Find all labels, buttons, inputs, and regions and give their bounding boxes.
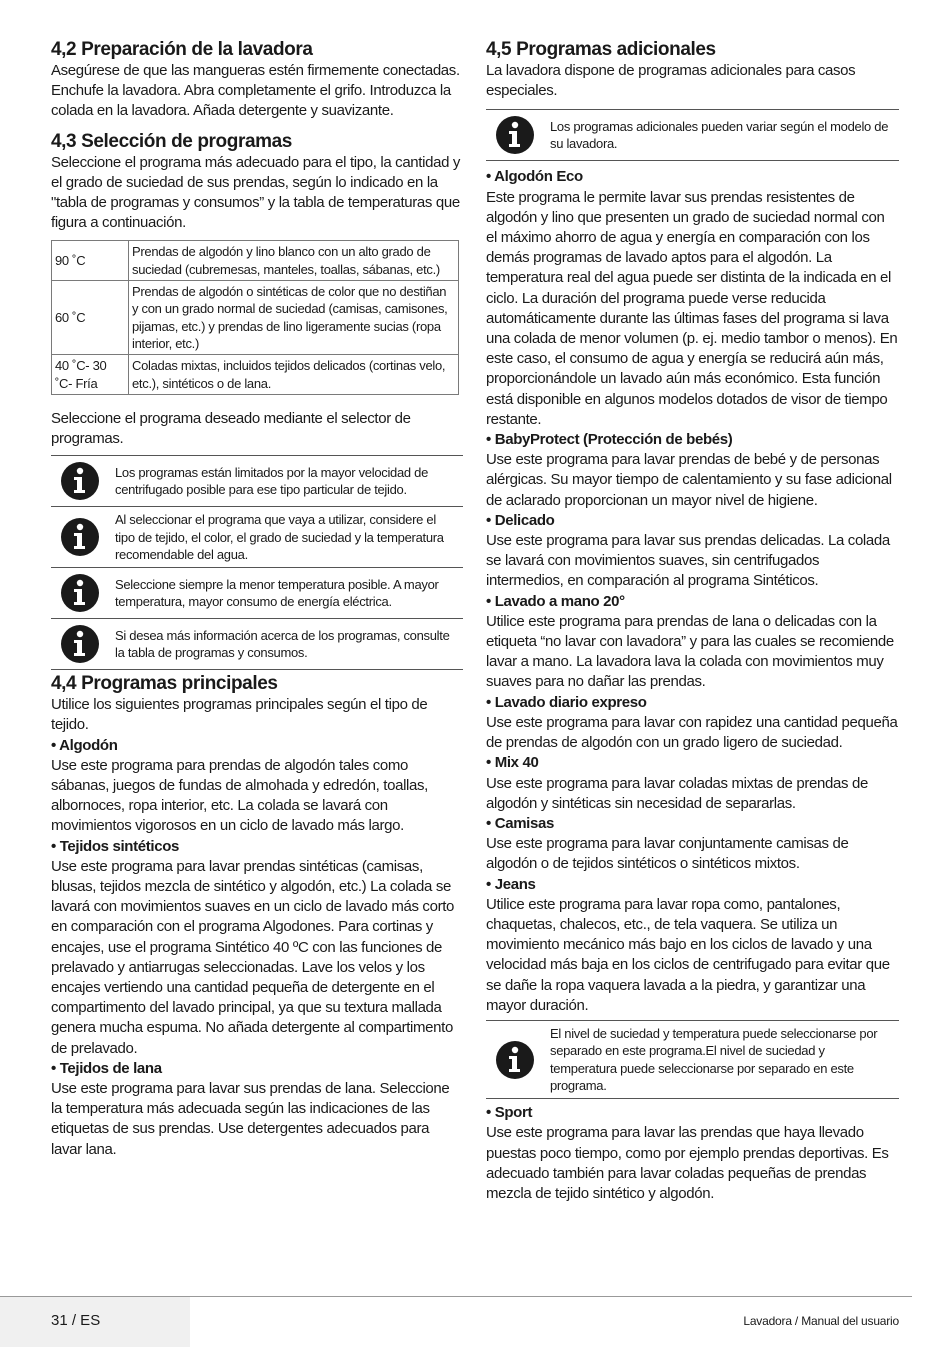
program-name: • Jeans — [486, 875, 536, 893]
seleccion-text: Seleccione el programa más adecuado para el tipo, la cantidad y el grado de suciedad de sus prendas, según lo indicado en la "tabla de programas y consumos” y la tabla de temperaturas que figura a continuación. — [51, 153, 461, 232]
description-cell: Coladas mixtas, incluidos tejidos delicados (cortinas velo, etc.), sintéticos o de lana. — [129, 355, 459, 395]
info-note — [51, 618, 463, 669]
description-cell: Prendas de algodón y lino blanco con un alto grado de suciedad (cubremesas, manteles, toallas, sábanas, etc.) — [129, 241, 459, 281]
info-icon — [59, 460, 101, 502]
program-text: Use este programa para lavar sus prendas de lana. Seleccione la temperatura más adecuada según las indicaciones de las etiquetas de sus prendas. Use detergentes adecuados para lavar lana. — [51, 1079, 450, 1158]
info-note — [51, 456, 463, 506]
program-text: Utilice este programa para lavar ropa como, pantalones, chaquetas, chalecos, etc., de tela vaquera. Se utiliza un movimiento mecánico más bajo en los ciclos de lavado y una velocidad más baja en los ciclos de centrifugado para evitar que se dañe la ropa vaquera lavada a la piedra, y garantizar una mayor duración. — [486, 895, 890, 1014]
program-name: • Camisas — [486, 814, 554, 832]
info-note — [51, 567, 463, 618]
program-name: • Lavado diario expreso — [486, 693, 647, 711]
section-title-preparacion: 4,2 Preparación de la lavadora — [51, 39, 313, 60]
info-note — [51, 506, 463, 567]
program-text: Este programa le permite lavar sus prendas resistentes de algodón y lino que presenten un grado de suciedad normal con el máximo ahorro de agua y energía en comparación con los demás programas de lavado aptos para el algodón. La temperatura real del agua puede ser distinta de la indicada en el ciclo. La duración del programa puede verse reducida automáticamente durante las últimas fases del programa si lava una colada de menor volumen (p. ej. medio tambor o menos). En este caso, el consumo de agua y energía se reducirá aún más, proporcionándole un lavado aún más económico. Esta función está disponible en algunos modelos dotados de visor de tiempo restante. — [486, 188, 898, 428]
section-title-seleccion: 4,3 Selección de programas — [51, 130, 292, 152]
left-column — [51, 38, 463, 1160]
info-note-text: Al seleccionar el programa que vaya a utilizar, considere el tipo de tejido, el color, el grado de suciedad y la temperatura recomendable del agua. — [115, 512, 444, 562]
table-row — [52, 241, 459, 281]
info-note — [486, 1020, 899, 1099]
info-note-text: Seleccione siempre la menor temperatura posible. A mayor temperatura, mayor consumo de energía eléctrica. — [115, 576, 439, 610]
adicionales-text: La lavadora dispone de programas adicionales para casos especiales. — [486, 62, 856, 100]
program-name: • Mix 40 — [486, 754, 539, 772]
program-name: • Sport — [486, 1104, 533, 1122]
info-notes-block — [51, 455, 463, 670]
right-column — [486, 38, 899, 1204]
program-name: • Lavado a mano 20° — [486, 592, 625, 610]
program-name: • Algodón Eco — [486, 168, 583, 186]
principales-text: Utilice los siguientes programas principales según el tipo de tejido. — [51, 696, 428, 734]
info-note-text: Los programas están limitados por la mayor velocidad de centrifugado posible para ese tipo particular de tejido. — [115, 464, 429, 498]
program-text: Utilice este programa para prendas de lana o delicadas con la etiqueta “no lavar con lavadora” y para las cuales se recomiende lavar a mano. La lavadora lava la colada con movimientos muy suaves para no dañar las prendas. — [486, 612, 894, 691]
program-text: Use este programa para lavar las prendas que haya llevado puestas poco tiempo, como por ejemplo prendas deportivas. Es adecuado también para lavar coladas pequeñas de prendas mezcla de tejido sintético y algodón. — [486, 1124, 889, 1202]
temperature-cell: 90 ˚C — [52, 241, 129, 281]
temperature-cell: 60 ˚C — [52, 281, 129, 355]
program-text: Use este programa para lavar prendas sintéticas (camisas, blusas, tejidos mezcla de sintético y algodón, etc.) La colada se lavará con movimientos suaves en un ciclo de lavado más corto en comparación con el programa Algodones. Para cortinas y encajes, use el programa Sintético 40 ºC con las funciones de prelavado y antiarrugas seleccionadas. Lave los velos y los encajes vertiendo una cantidad pequeña de detergente en el compartimento del lavado principal, ya que su textura mallada genera mucha espuma. No añada detergente al compartimento de prelavado. — [51, 857, 455, 1057]
program-text: Use este programa para lavar conjuntamente camisas de algodón o de tejidos sintéticos o sintéticos mixtos. — [486, 835, 849, 873]
info-note-text: Los programas adicionales pueden variar según el modelo de su lavadora. — [550, 119, 889, 152]
table-row — [52, 281, 459, 355]
preparacion-text: Asegúrese de que las mangueras estén firmemente conectadas. Enchufe la lavadora. Abra completamente el grifo. Introduzca la colada en la lavadora. Añada detergente y suavizante. — [51, 62, 460, 120]
program-name: • Delicado — [486, 511, 555, 529]
section-title-principales: 4,4 Programas principales — [51, 673, 278, 695]
program-text: Use este programa para lavar coladas mixtas de prendas de algodón y sintéticas sin necesidad de separarlas. — [486, 774, 868, 812]
info-icon — [59, 623, 101, 665]
section-title-adicionales: 4,5 Programas adicionales — [486, 39, 716, 60]
program-text: Use este programa para lavar prendas de bebé y de personas alérgicas. Su mayor tiempo de calentamiento y su fase adicional de aclarado proporcionan un mayor nivel de higiene. — [486, 451, 892, 509]
info-icon — [59, 516, 101, 558]
table-row — [52, 355, 459, 395]
manual-title: Lavadora / Manual del usuario — [743, 1314, 899, 1328]
program-name: • Algodón — [51, 736, 118, 754]
info-note-text: El nivel de suciedad y temperatura puede seleccionarse por separado en este programa.El nivel de suciedad y temperatura puede seleccionarse por separado en este programa. — [550, 1025, 878, 1093]
program-name: • Tejidos de lana — [51, 1059, 162, 1077]
select-program-text: Seleccione el programa deseado mediante el selector de programas. — [51, 409, 411, 447]
program-text: Use este programa para lavar con rapidez una cantidad pequeña de prendas de algodón con un grado ligero de suciedad. — [486, 713, 898, 752]
temperature-table — [51, 240, 459, 394]
info-note — [486, 109, 899, 161]
info-icon — [59, 572, 101, 614]
info-icon — [494, 1039, 536, 1081]
program-name: • Tejidos sintéticos — [51, 837, 180, 855]
description-cell: Prendas de algodón o sintéticas de color que no destiñan y con un grado normal de suciedad (camisas, camisones, pijamas, etc.) y prendas de lino ligeramente sucias (ropa interior, etc.) — [129, 281, 459, 355]
page-number: 31 / ES — [51, 1312, 101, 1329]
program-name: • BabyProtect (Protección de bebés) — [486, 431, 733, 449]
info-note-text: Si desea más información acerca de los programas, consulte la tabla de programas y consumos. — [115, 627, 450, 661]
temperature-cell: 40 ˚C- 30 ˚C- Fría — [52, 355, 129, 395]
program-text: Use este programa para prendas de algodón tales como sábanas, juegos de fundas de almohada y edredón, toallas, albornoces, ropa interior, etc. La colada se lavará con movimientos vigorosos en un ciclo de lavado más largo. — [51, 756, 429, 835]
program-text: Use este programa para lavar sus prendas delicadas. La colada se lavará con movimientos suaves, sin centrifugados intermedios, en comparación al programa Sintéticos. — [486, 532, 890, 590]
info-icon — [494, 114, 536, 156]
